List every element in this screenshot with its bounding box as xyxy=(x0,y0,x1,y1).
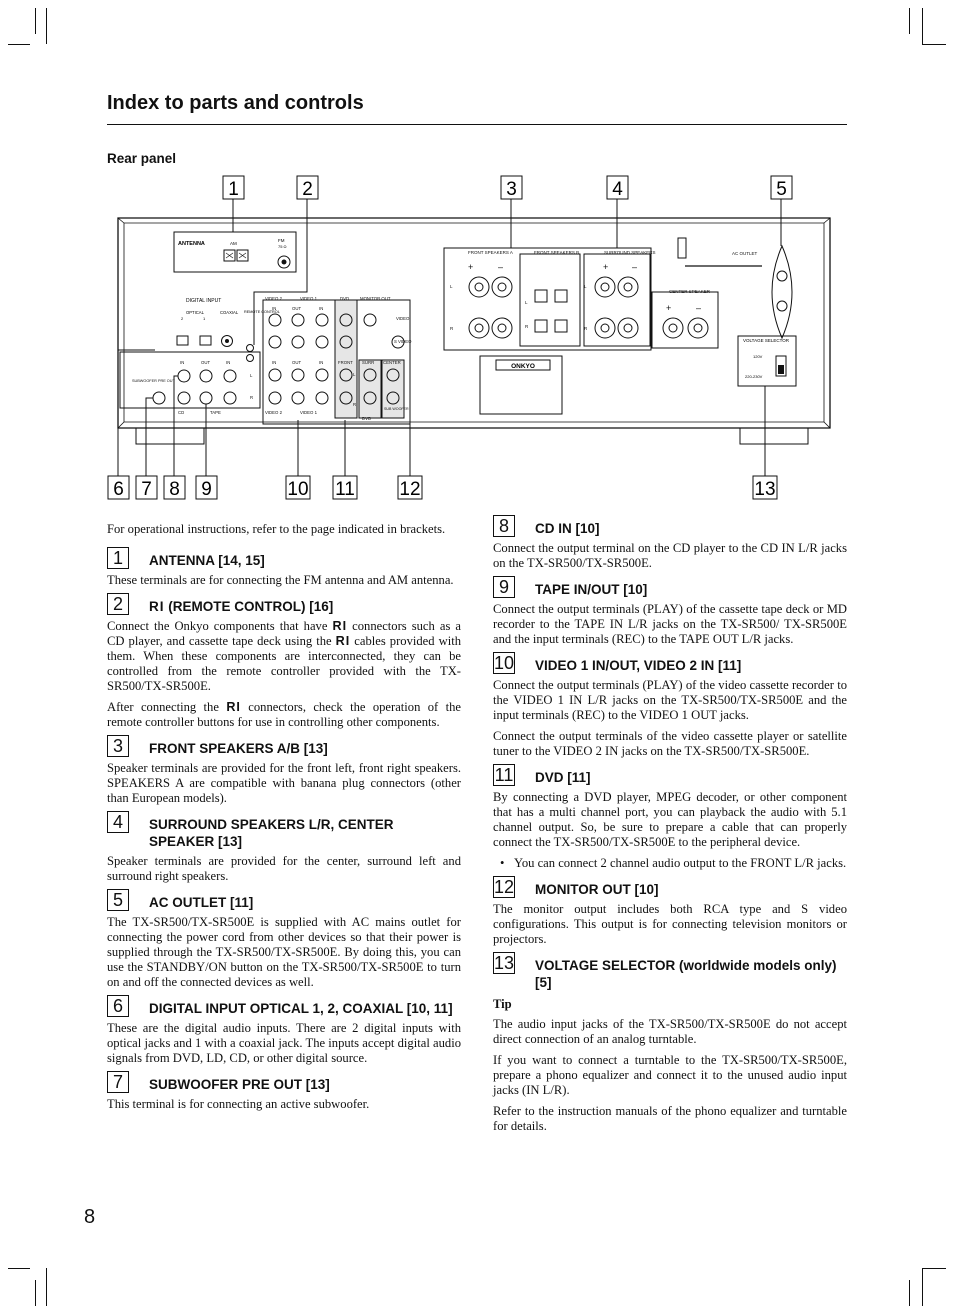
svg-text:COAXIAL: COAXIAL xyxy=(220,310,239,315)
section-ac-outlet xyxy=(107,890,461,990)
section-number: 4 xyxy=(107,811,129,833)
svg-text:OUT: OUT xyxy=(292,360,302,365)
svg-text:CENTER: CENTER xyxy=(383,360,401,365)
crop-mark xyxy=(8,1268,30,1269)
crop-mark xyxy=(46,1268,47,1306)
page-title: Index to parts and controls xyxy=(107,92,364,114)
section-number: 3 xyxy=(107,735,129,757)
section-text: Connect the output terminals (PLAY) of the video cassette recorder to the VIDEO 1 IN L/R jacks on the TX-SR500/TX-SR500E and the input terminals (REC) to the VIDEO 1 OUT jacks. xyxy=(493,678,847,722)
callout-1 xyxy=(223,176,244,200)
title-divider xyxy=(107,124,847,125)
svg-text:VIDEO 1: VIDEO 1 xyxy=(300,296,317,301)
svg-text:7: 7 xyxy=(141,479,152,500)
section-number: 12 xyxy=(494,877,515,897)
intro-text: For operational instructions, refer to the page indicated in brackets. xyxy=(107,522,446,536)
svg-text:IN: IN xyxy=(319,306,324,311)
svg-text:OPTICAL: OPTICAL xyxy=(186,310,204,315)
svg-text:DIGITAL INPUT: DIGITAL INPUT xyxy=(186,298,222,304)
svg-text:VIDEO: VIDEO xyxy=(396,316,410,321)
section-text: Speaker terminals are provided for the center, surround left and surround right speakers. xyxy=(107,854,461,883)
section-number: 5 xyxy=(107,889,129,911)
crop-mark xyxy=(46,8,47,44)
svg-text:–: – xyxy=(498,262,504,272)
svg-text:OUT: OUT xyxy=(292,306,302,311)
svg-text:L: L xyxy=(353,372,356,377)
crop-mark xyxy=(922,8,923,44)
antenna-terminals xyxy=(174,232,296,272)
svg-text:VOLTAGE SELECTOR: VOLTAGE SELECTOR xyxy=(743,338,790,343)
section-title: VIDEO 1 IN/OUT, VIDEO 2 IN [11] xyxy=(535,658,742,673)
svg-text:2: 2 xyxy=(302,179,313,200)
svg-text:FRONT SPEAKERS B: FRONT SPEAKERS B xyxy=(534,250,580,255)
svg-text:+: + xyxy=(468,262,474,272)
svg-text:S VIDEO: S VIDEO xyxy=(394,339,412,344)
svg-text:R: R xyxy=(450,326,454,331)
callout-5 xyxy=(771,176,792,200)
section-voltage-selector xyxy=(493,953,847,991)
tip-box xyxy=(493,997,847,1134)
section-text: Connect the Onkyo components that have RI connectors such as a CD player, and cassette tape deck using the RI cables provided with them. When these components are interconnected, they can be controlled from the remote controller provided with the TX-SR500/TX-SR500E. xyxy=(107,619,462,693)
svg-text:–: – xyxy=(696,303,702,313)
svg-text:IN: IN xyxy=(272,306,277,311)
crop-mark xyxy=(8,44,30,45)
svg-text:OUT: OUT xyxy=(201,360,211,365)
svg-text:+: + xyxy=(666,303,672,313)
tip-text: Refer to the instruction manuals of the phono equalizer and turntable for details. xyxy=(493,1104,847,1133)
svg-text:IN: IN xyxy=(319,360,324,365)
svg-text:FRONT SPEAKERS A: FRONT SPEAKERS A xyxy=(468,250,513,255)
svg-text:9: 9 xyxy=(201,479,212,500)
section-title: CD IN [10] xyxy=(535,521,600,536)
section-title: AC OUTLET [11] xyxy=(149,895,254,910)
svg-text:MONITOR OUT: MONITOR OUT xyxy=(360,296,391,301)
crop-mark xyxy=(922,1268,923,1306)
svg-text:VIDEO 2: VIDEO 2 xyxy=(265,410,282,415)
svg-text:CD: CD xyxy=(178,410,185,415)
leader-lines xyxy=(118,199,781,476)
section-tape xyxy=(493,577,847,647)
audio-labels xyxy=(132,360,253,415)
callout-2 xyxy=(297,176,318,200)
svg-text:R: R xyxy=(250,395,254,400)
section-text: These are the digital audio inputs. There are 2 digital inputs with optical jacks and 1 with a coaxial jack. The inputs accept digital audio signals from DVD, LD, CD, or other digital source. xyxy=(107,1021,461,1065)
svg-text:REMOTE CONTROL: REMOTE CONTROL xyxy=(244,310,280,314)
section-title: SURROUND SPEAKERS L/R, CENTER SPEAKER [13] xyxy=(149,817,394,849)
section-title: VOLTAGE SELECTOR (worldwide models only) [5] xyxy=(535,958,837,990)
svg-text:L: L xyxy=(525,300,528,305)
svg-text:SUB WOOFER: SUB WOOFER xyxy=(384,407,409,411)
ri-logo: RI xyxy=(332,619,348,633)
svg-text:8: 8 xyxy=(169,479,180,500)
svg-text:R: R xyxy=(353,402,357,407)
section-number: 13 xyxy=(494,953,515,973)
section-text: Connect the output terminals (PLAY) of the cassette tape deck or MD recorder to the TAPE IN L/R jacks on the TX-SR500/ TX-SR500E and the input terminals (REC) to the TAPE OUT L/R jacks. xyxy=(493,602,847,646)
speaker-terminals xyxy=(444,248,718,350)
crop-mark xyxy=(922,44,946,45)
callout-6 xyxy=(108,476,129,500)
section-video xyxy=(493,653,847,759)
svg-text:AM: AM xyxy=(230,241,237,246)
svg-text:DVD: DVD xyxy=(340,296,350,301)
section-title: SUBWOOFER PRE OUT [13] xyxy=(149,1077,330,1092)
section-subwoofer xyxy=(107,1072,461,1112)
svg-text:220-230V: 220-230V xyxy=(745,374,763,379)
section-title: MONITOR OUT [10] xyxy=(535,882,659,897)
page-number: 8 xyxy=(84,1206,96,1228)
callout-3 xyxy=(501,176,522,200)
section-number: 9 xyxy=(493,576,515,598)
section-front-speakers xyxy=(107,736,461,806)
svg-text:L: L xyxy=(584,284,587,289)
svg-text:R: R xyxy=(525,324,529,329)
section-title: DIGITAL INPUT OPTICAL 1, 2, COAXIAL [10, 11] xyxy=(149,1001,453,1016)
section-title: FRONT SPEAKERS A/B [13] xyxy=(149,741,328,756)
svg-text:ONKYO: ONKYO xyxy=(511,363,535,370)
svg-text:TAPE: TAPE xyxy=(210,410,221,415)
right-column xyxy=(493,516,847,1140)
crop-mark xyxy=(909,8,910,34)
svg-text:13: 13 xyxy=(754,479,776,500)
section-digital-input xyxy=(107,996,461,1066)
svg-text:FRONT: FRONT xyxy=(338,360,353,365)
svg-text:–: – xyxy=(632,262,638,272)
tip-text: If you want to connect a turntable to the TX-SR500/TX-SR500E, prepare a phono equalizer and connect it to the unused audio input jacks (IN L/R). xyxy=(493,1053,847,1097)
callout-4 xyxy=(607,176,628,200)
svg-text:VIDEO 1: VIDEO 1 xyxy=(300,410,317,415)
crop-mark xyxy=(35,8,36,34)
section-number: 10 xyxy=(494,653,515,673)
section-number: 6 xyxy=(107,995,129,1017)
tip-label: Tip xyxy=(493,997,512,1011)
svg-text:2: 2 xyxy=(181,316,184,321)
svg-text:CENTER SPEAKER: CENTER SPEAKER xyxy=(669,289,711,294)
svg-text:IN: IN xyxy=(180,360,185,365)
svg-text:SURR: SURR xyxy=(362,360,375,365)
svg-text:R: R xyxy=(584,326,588,331)
section-surround-speakers xyxy=(107,812,461,884)
svg-text:75 Ω: 75 Ω xyxy=(278,244,287,249)
section-number: 2 xyxy=(107,593,129,615)
svg-text:4: 4 xyxy=(612,179,623,200)
svg-text:10: 10 xyxy=(287,479,309,500)
svg-text:1: 1 xyxy=(203,316,206,321)
section-text: By connecting a DVD player, MPEG decoder, or other component that has a multi channel port, you can playback the audio with 5.1 channel output. So, be sure to prepare a cable that can properly connect the TX-SR500/TX-SR500E to the peripheral device. xyxy=(493,790,847,849)
svg-text:SUBWOOFER PRE OUT: SUBWOOFER PRE OUT xyxy=(132,379,175,383)
digital-input-jacks xyxy=(177,298,239,347)
bullet-item: • You can connect 2 channel audio output to the FRONT L/R jacks. xyxy=(500,856,847,870)
ri-logo: RI xyxy=(149,599,165,614)
svg-text:SURROUND SPEAKERS: SURROUND SPEAKERS xyxy=(604,250,656,255)
ac-outlet xyxy=(678,238,792,338)
section-text: The TX-SR500/TX-SR500E is supplied with AC mains outlet for connecting the power cord from other devices so that their power is supplied through the TX-SR500/TX-SR500E. By doing this, you can use the STANDBY/ON button on the TX-SR500/TX-SR500E to turn on and off the connected devices as well. xyxy=(107,915,461,989)
svg-text:L: L xyxy=(450,284,453,289)
section-number: 8 xyxy=(493,515,515,537)
svg-text:L: L xyxy=(250,373,253,378)
svg-text:FM: FM xyxy=(278,238,285,243)
callout-9 xyxy=(196,476,217,500)
svg-text:11: 11 xyxy=(335,479,355,500)
tip-text: The audio input jacks of the TX-SR500/TX-SR500E do not accept direct connection of an analog turntable. xyxy=(493,1017,847,1046)
callout-7 xyxy=(136,476,157,500)
callout-13 xyxy=(753,476,777,500)
svg-text:12: 12 xyxy=(399,479,421,500)
section-title: DVD [11] xyxy=(535,770,591,785)
section-dvd xyxy=(493,765,847,871)
onkyo-logo-panel xyxy=(480,356,562,414)
ri-logo: RI xyxy=(226,700,241,714)
left-column xyxy=(107,548,462,1122)
crop-mark xyxy=(909,1280,910,1306)
svg-text:DVD: DVD xyxy=(362,416,372,421)
svg-text:120V: 120V xyxy=(753,354,763,359)
section-title: TAPE IN/OUT [10] xyxy=(535,582,648,597)
callout-11 xyxy=(333,476,357,500)
callout-12 xyxy=(398,476,422,500)
section-text: These terminals are for connecting the FM antenna and AM antenna. xyxy=(107,573,454,587)
svg-text:6: 6 xyxy=(113,479,124,500)
rear-panel-diagram xyxy=(100,170,850,505)
section-number: 7 xyxy=(107,1071,129,1093)
ri-logo: RI xyxy=(335,634,351,648)
section-text: Connect the output terminals of the video cassette player or satellite tuner to the VIDEO 2 IN jacks on the TX-SR500/TX-SR500E. xyxy=(493,729,847,758)
voltage-selector xyxy=(738,336,796,386)
section-antenna xyxy=(107,548,461,588)
svg-text:IN: IN xyxy=(272,360,277,365)
section-subtitle: Rear panel xyxy=(107,151,177,166)
section-monitor-out xyxy=(493,877,847,947)
svg-text:3: 3 xyxy=(506,179,517,200)
section-number: 11 xyxy=(494,765,514,785)
section-title: ANTENNA [14, 15] xyxy=(149,553,265,568)
callout-10 xyxy=(286,476,310,500)
section-number: 1 xyxy=(107,547,129,569)
crop-mark xyxy=(35,1280,36,1306)
svg-text:1: 1 xyxy=(228,179,239,200)
svg-text:+: + xyxy=(603,262,609,272)
section-remote-control xyxy=(107,594,462,730)
svg-text:IN: IN xyxy=(226,360,231,365)
svg-text:5: 5 xyxy=(776,179,787,200)
svg-text:ANTENNA: ANTENNA xyxy=(178,241,205,247)
svg-text:VIDEO 2: VIDEO 2 xyxy=(265,296,282,301)
callout-8 xyxy=(164,476,185,500)
section-text: Speaker terminals are provided for the front left, front right speakers. SPEAKERS A are compatible with banana plug connectors (other than European models). xyxy=(107,761,461,805)
crop-mark xyxy=(922,1268,946,1269)
section-text: This terminal is for connecting an active subwoofer. xyxy=(107,1097,370,1111)
section-text: Connect the output terminal on the CD player to the CD IN L/R jacks on the TX-SR500/TX-SR500E. xyxy=(493,541,847,570)
svg-text:AC OUTLET: AC OUTLET xyxy=(732,251,758,256)
section-text: The monitor output includes both RCA type and S video configurations. This output is for connecting television monitors or projectors. xyxy=(493,902,847,946)
section-title: RI (REMOTE CONTROL) [16] xyxy=(149,599,334,614)
section-text: After connecting the RI connectors, check the operation of the remote controller buttons for use in controlling other components. xyxy=(107,700,461,729)
section-cd-in xyxy=(493,516,847,571)
